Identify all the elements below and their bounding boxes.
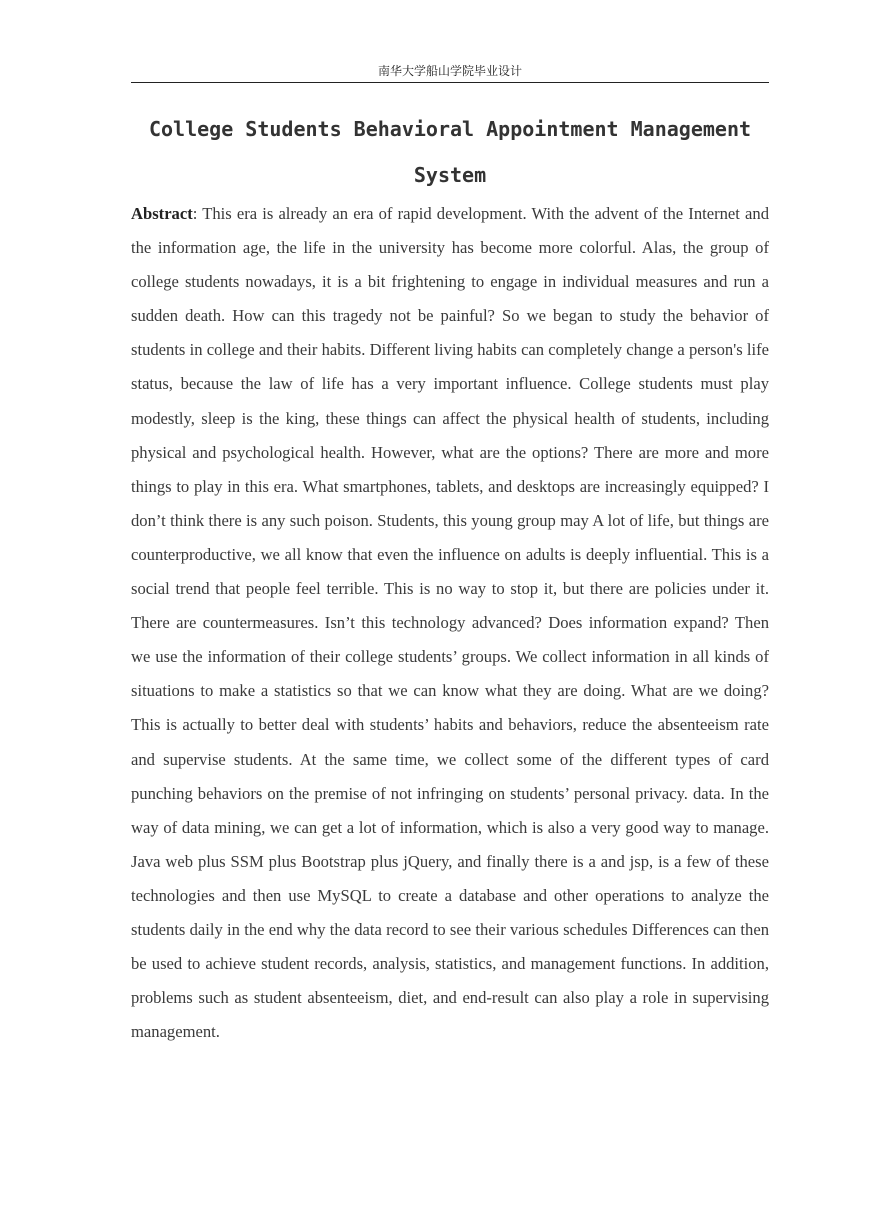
abstract-label: Abstract — [131, 204, 193, 223]
abstract-paragraph — [131, 197, 769, 1049]
page-header — [131, 62, 769, 83]
title-line-2: System — [413, 163, 487, 187]
document-title — [131, 106, 769, 198]
abstract-body: This era is already an era of rapid development. With the advent of the Internet and the information age, the life in the university has become more colorful. Alas, the group of college students nowadays, it is a bit frightening to engage in individual measures and run a sudden death. How can this tragedy not be painful? So we began to study the behavior of students in college and their habits. Different living habits can completely change a person's life status, because the law of life has a very important influence. College students must play modestly, sleep is the king, these things can affect the physical health of students, including physical and psychological health. However, what are the options? There are more and more things to play in this era. What smartphones, tablets, and desktops are increasingly equipped? I don’t think there is any such poison. Students, this young group may A lot of life, but things are counterproductive, we all know that even the influence on adults is deeply influential. This is a social trend that people feel terrible. This is no way to stop it, but there are policies under it. There are countermeasures. Isn’t this technology advanced? Does information expand? Then we use the information of their college students’ groups. We collect information in all kinds of situations to make a statistics so that we can know what they are doing. What are we doing? This is actually to better deal with students’ habits and behaviors, reduce the absenteeism rate and supervise students. At the same time, we collect some of the different types of card punching behaviors on the premise of not infringing on students’ personal privacy. data. In the way of data mining, we can get a lot of information, which is also a very good way to manage. Java web plus SSM plus Bootstrap plus jQuery, and finally there is a and jsp, is a few of these technologies and then use MySQL to create a database and other operations to analyze the students daily in the end why the data record to see their various schedules Differences can then be used to achieve student records, analysis, statistics, and management functions. In addition, problems such as student absenteeism, diet, and end-result can also play a role in supervising management. — [131, 204, 769, 1042]
abstract-separator: : — [192, 204, 203, 223]
header-text: 南华大学船山学院毕业设计 — [377, 64, 522, 78]
title-line-1: College Students Behavioral Appointment Management — [148, 117, 752, 141]
